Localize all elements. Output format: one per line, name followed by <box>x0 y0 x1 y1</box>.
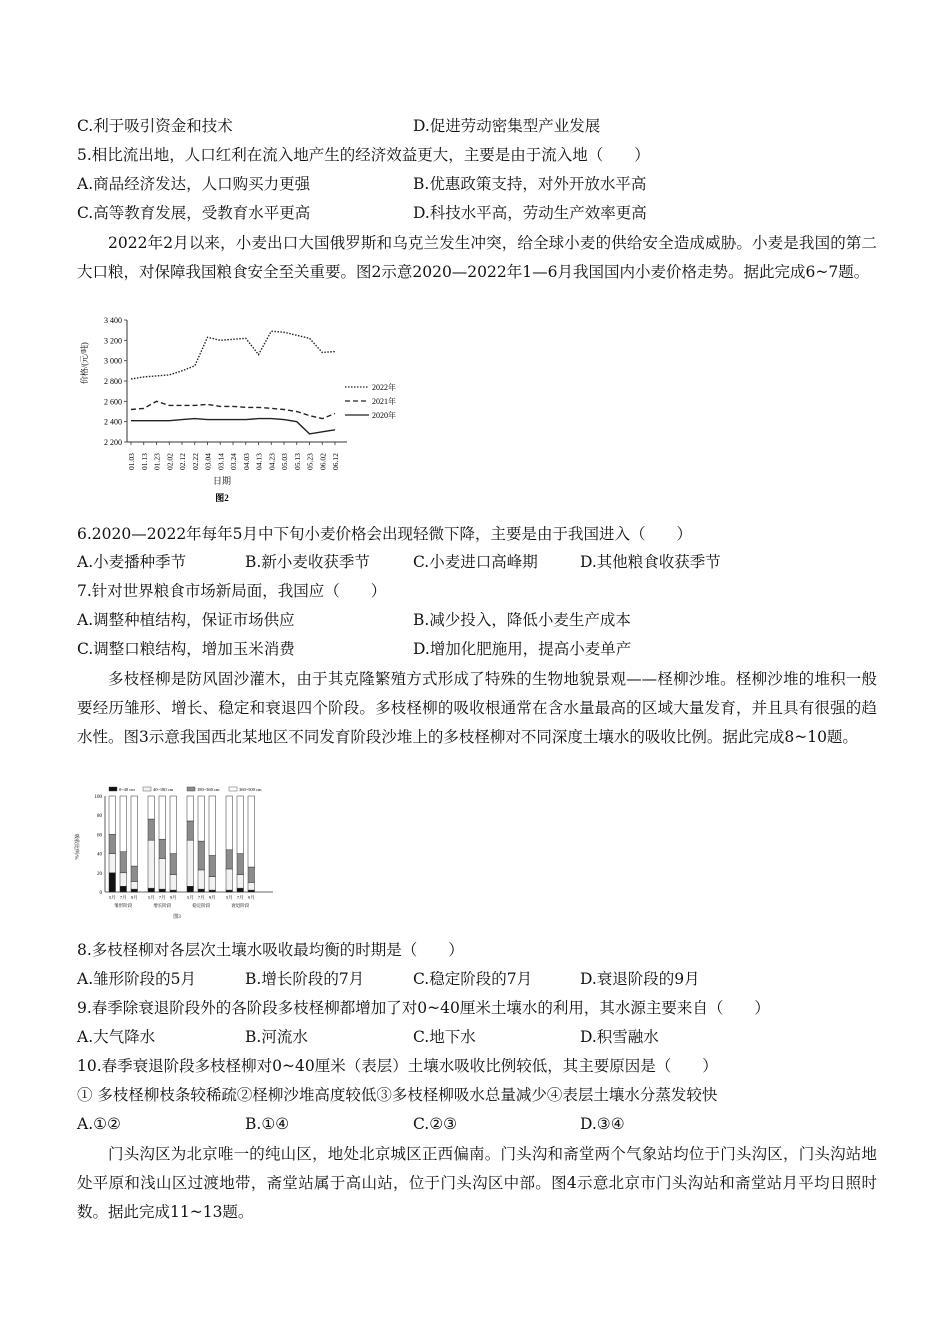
legend-swatch <box>143 787 151 791</box>
legend-label: 2020年 <box>372 411 396 420</box>
y-tick-label: 20 <box>97 871 102 877</box>
bar-segment-0-40-cm <box>159 889 166 892</box>
bar-segment-180-360-cm <box>131 866 138 881</box>
x-tick-label: 9月 <box>130 895 138 900</box>
bar-segment-360-500-cm <box>198 796 205 841</box>
legend-label: 360~500 cm <box>239 787 262 792</box>
x-tick-label: 03.14 <box>216 453 226 470</box>
q10-stem: 10.春季衰退阶段多枝柽柳对0~40厘米（表层）土壤水吸收比例较低，其主要原因是（ ） <box>77 1057 718 1075</box>
wheat-price-line-chart <box>77 312 417 508</box>
x-tick-label: 02.22 <box>190 453 200 470</box>
bar-segment-40-180-cm <box>248 882 255 890</box>
q4-option-c: C.利于吸引资金和技术 <box>77 117 233 135</box>
x-tick-label: 02.02 <box>165 453 175 470</box>
x-tick-label: 7月 <box>197 895 205 900</box>
q8-option-d: D.衰退阶段的9月 <box>580 970 700 988</box>
legend-label: 0~40 cm <box>119 787 135 792</box>
q4-option-d: D.促进劳动密集型产业发展 <box>413 117 601 135</box>
x-tick-label: 5月 <box>186 895 194 900</box>
y-tick-label: 3 400 <box>104 316 122 325</box>
x-tick-label: 9月 <box>208 895 216 900</box>
bar-segment-180-360-cm <box>209 856 216 877</box>
series-line-2020年 <box>131 419 335 434</box>
group-label: 稳定阶段 <box>192 903 211 908</box>
bar-segment-40-180-cm <box>170 875 177 890</box>
passage-tamarisk: 多枝柽柳是防风固沙灌木，由于其克隆繁殖方式形成了特殊的生物地貌景观——柽柳沙堆。柽柳沙堆的堆积一般要经历雏形、增长、稳定和衰退四个阶段。多枝柽柳的吸收根通常在含水量最高的区域大量发育，并且具有很强的趋水性。图3示意我国西北某地区不同发育阶段沙堆上的多枝柽柳对不同深度土壤水的吸收比例。据此完成8~10题。 <box>77 670 877 746</box>
bar-segment-360-500-cm <box>170 796 177 854</box>
bar-segment-40-180-cm <box>159 858 166 889</box>
x-tick-label: 01.23 <box>152 453 162 470</box>
figure-2-caption: 图2 <box>215 493 229 503</box>
q6-stem: 6.2020—2022年每年5月中下旬小麦价格会出现轻微下降，主要是由于我国进入（ ） <box>77 525 693 543</box>
passage-mentougou: 门头沟区为北京唯一的纯山区，地处北京城区正西偏南。门头沟和斋堂两个气象站均位于门头沟区，门头沟站地处平原和浅山区过渡地带，斋堂站属于高山站，位于门头沟区中部。图4示意北京市门头沟站和斋堂站月平均日照时数。据此完成11~13题。 <box>77 1145 877 1221</box>
x-tick-label: 9月 <box>247 895 255 900</box>
bar-segment-40-180-cm <box>237 875 244 888</box>
bar-segment-0-40-cm <box>120 886 127 892</box>
y-tick-label: 80 <box>97 814 102 820</box>
y-tick-label: 40 <box>97 852 102 858</box>
q7-option-a: A.调整种植结构，保证市场供应 <box>77 611 295 629</box>
group-label: 雏形阶段 <box>114 903 133 908</box>
bar-segment-40-180-cm <box>226 869 233 890</box>
x-tick-label: 7月 <box>158 895 166 900</box>
q6-option-d: D.其他粮食收获季节 <box>580 553 721 571</box>
passage-wheat: 2022年2月以来，小麦出口大国俄罗斯和乌克兰发生冲突，给全球小麦的供给安全造成威胁。小麦是我国的第二大口粮，对保障我国粮食安全至关重要。图2示意2020—2022年1—6月我国国内小麦价格走势。据此完成6~7题。 <box>77 234 877 281</box>
bar-segment-180-360-cm <box>109 834 116 853</box>
y-tick-label: 2 600 <box>104 397 122 407</box>
q7-option-b: B.减少投入，降低小麦生产成本 <box>413 611 631 629</box>
q7-option-d: D.增加化肥施用，提高小麦单产 <box>413 640 632 658</box>
bar-segment-180-360-cm <box>170 854 177 875</box>
q6-option-a: A.小麦播种季节 <box>77 553 187 571</box>
q8-option-c: C.稳定阶段的7月 <box>413 970 533 988</box>
q5-option-d: D.科技水平高，劳动生产效率更高 <box>413 204 647 222</box>
figure-3-caption: 图3 <box>173 915 181 920</box>
bar-segment-180-360-cm <box>226 850 233 869</box>
legend-label: 2022年 <box>372 383 396 392</box>
x-tick-label: 03.04 <box>203 453 213 470</box>
q9-option-c: C.地下水 <box>413 1028 476 1046</box>
x-tick-label: 5月 <box>108 895 116 900</box>
bar-segment-360-500-cm <box>237 796 244 854</box>
bar-segment-40-180-cm <box>131 881 138 889</box>
x-tick-label: 05.23 <box>305 453 315 470</box>
q8-stem: 8.多枝柽柳对各层次土壤水吸收最均衡的时期是（ ） <box>77 941 464 959</box>
x-tick-label: 7月 <box>236 895 244 900</box>
bar-segment-40-180-cm <box>187 840 194 886</box>
bar-segment-0-40-cm <box>148 888 155 892</box>
bar-segment-0-40-cm <box>209 890 216 892</box>
bar-segment-180-360-cm <box>248 867 255 882</box>
bar-segment-180-360-cm <box>187 821 194 840</box>
bar-segment-360-500-cm <box>109 796 116 834</box>
bar-segment-360-500-cm <box>120 796 127 852</box>
group-label: 增长阶段 <box>153 903 172 908</box>
y-tick-label: 0 <box>99 891 102 896</box>
q6-option-c: C.小麦进口高峰期 <box>413 553 538 571</box>
q10-items: ① 多枝柽柳枝条较稀疏②柽柳沙堆高度较低③多枝柽柳吸水总量减少④表层土壤水分蒸发较快 <box>77 1086 718 1104</box>
bar-segment-40-180-cm <box>209 877 216 890</box>
q5-option-c: C.高等教育发展，受教育水平更高 <box>77 204 311 222</box>
y-tick-label: 2 400 <box>104 417 122 427</box>
x-tick-label: 01.13 <box>139 453 149 470</box>
x-tick-label: 04.13 <box>254 453 264 470</box>
legend-swatch <box>229 787 237 791</box>
q10-option-d: D.③④ <box>580 1115 625 1133</box>
bar-segment-0-40-cm <box>109 873 116 892</box>
y-tick-label: 3 200 <box>104 336 122 346</box>
x-tick-label: 7月 <box>119 895 127 900</box>
q10-option-a: A.①② <box>77 1115 121 1133</box>
y-axis-label: 吸收比例/% <box>73 834 78 860</box>
bar-segment-180-360-cm <box>198 841 205 870</box>
legend-swatch <box>187 787 195 791</box>
x-tick-label: 06.02 <box>318 453 328 470</box>
legend-label: 180~360 cm <box>197 787 220 792</box>
x-tick-label: 05.13 <box>292 453 302 470</box>
legend-label: 2021年 <box>372 397 396 406</box>
x-tick-label: 5月 <box>147 895 155 900</box>
q9-stem: 9.春季除衰退阶段外的各阶段多枝柽柳都增加了对0~40厘米土壤水的利用，其水源主要来自（ ） <box>77 999 770 1017</box>
bar-segment-40-180-cm <box>198 870 205 889</box>
tamarisk-water-uptake-bar-chart <box>73 784 277 922</box>
x-tick-label: 04.23 <box>267 453 277 470</box>
bar-segment-180-360-cm <box>148 819 155 840</box>
y-tick-label: 60 <box>97 833 102 839</box>
legend-swatch <box>109 787 117 791</box>
bar-segment-180-360-cm <box>120 852 127 873</box>
y-axis-label: 价格/(元/吨) <box>80 342 89 384</box>
bar-segment-360-500-cm <box>131 796 138 866</box>
x-tick-label: 05.03 <box>280 453 289 470</box>
bar-segment-360-500-cm <box>187 796 194 821</box>
bar-segment-40-180-cm <box>120 873 127 886</box>
bar-segment-0-40-cm <box>226 890 233 892</box>
bar-segment-0-40-cm <box>248 890 255 892</box>
bar-segment-360-500-cm <box>148 796 155 819</box>
q6-option-b: B.新小麦收获季节 <box>245 553 370 571</box>
x-tick-label: 06.12 <box>331 453 340 470</box>
legend-label: 40~180 cm <box>153 787 174 792</box>
q10-option-c: C.②③ <box>413 1115 458 1133</box>
x-tick-label: 5月 <box>225 895 233 900</box>
bar-segment-360-500-cm <box>226 796 233 850</box>
bar-segment-0-40-cm <box>187 886 194 892</box>
q7-stem: 7.针对世界粮食市场新局面，我国应（ ） <box>77 582 387 600</box>
q9-option-a: A.大气降水 <box>77 1028 156 1046</box>
bar-segment-40-180-cm <box>109 854 116 873</box>
bar-segment-0-40-cm <box>198 889 205 892</box>
x-tick-label: 04.03 <box>241 453 251 470</box>
bar-segment-180-360-cm <box>159 839 166 858</box>
bar-segment-360-500-cm <box>248 796 255 867</box>
q10-option-b: B.①④ <box>245 1115 290 1133</box>
q7-option-c: C.调整口粮结构，增加玉米消费 <box>77 640 295 658</box>
x-tick-label: 02.12 <box>178 453 187 470</box>
bar-segment-40-180-cm <box>148 840 155 888</box>
bar-segment-360-500-cm <box>209 796 216 856</box>
y-tick-label: 3 000 <box>104 356 122 366</box>
q9-option-d: D.积雪融水 <box>580 1028 659 1046</box>
group-label: 衰退阶段 <box>231 903 250 908</box>
q9-option-b: B.河流水 <box>245 1028 308 1046</box>
y-tick-label: 100 <box>94 795 102 800</box>
x-tick-label: 03.24 <box>229 453 238 470</box>
bar-segment-360-500-cm <box>159 796 166 839</box>
x-tick-label: 9月 <box>169 895 177 900</box>
bar-segment-180-360-cm <box>237 854 244 875</box>
q5-option-a: A.商品经济发达，人口购买力更强 <box>77 175 311 193</box>
y-tick-label: 2 200 <box>104 438 122 447</box>
x-tick-label: 01.03 <box>127 453 136 470</box>
q8-option-b: B.增长阶段的7月 <box>245 970 365 988</box>
series-line-2022年 <box>131 331 335 379</box>
series-line-2021年 <box>131 401 335 418</box>
y-tick-label: 2 800 <box>104 377 122 386</box>
bar-segment-0-40-cm <box>170 890 177 892</box>
bar-segment-0-40-cm <box>237 888 244 892</box>
q5-stem: 5.相比流出地，人口红利在流入地产生的经济效益更大，主要是由于流入地（ ） <box>77 146 650 164</box>
q8-option-a: A.雏形阶段的5月 <box>77 970 196 988</box>
q5-option-b: B.优惠政策支持，对外开放水平高 <box>413 175 647 193</box>
x-axis-label: 日期 <box>212 476 232 486</box>
bar-segment-0-40-cm <box>131 889 138 892</box>
